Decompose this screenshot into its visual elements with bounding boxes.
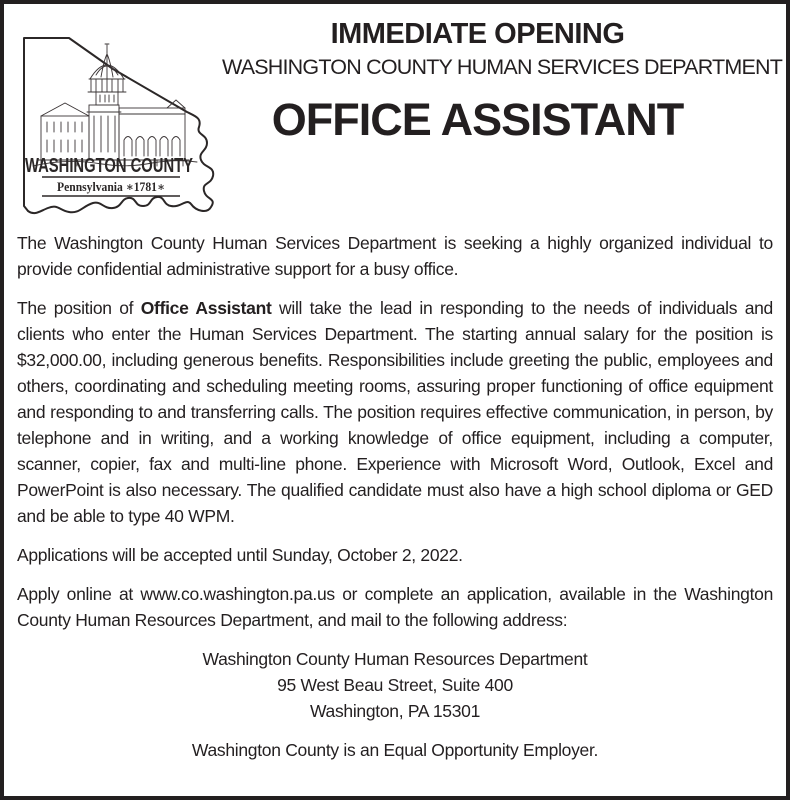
position-paragraph-prefix: The position of xyxy=(17,298,141,318)
position-details-paragraph xyxy=(17,295,773,529)
address-line-street: 95 West Beau Street, Suite 400 xyxy=(277,675,513,695)
eoe-statement: Washington County is an Equal Opportunity Employer. xyxy=(191,740,599,760)
county-seal-icon xyxy=(17,24,235,229)
job-title-heading: OFFICE ASSISTANT xyxy=(271,94,684,145)
header-text-block xyxy=(222,18,783,146)
logo-tagline: Pennsylvania ∗1781∗ xyxy=(57,180,165,194)
deadline-paragraph: Applications will be accepted until Sunday, October 2, 2022. xyxy=(17,545,463,565)
immediate-opening-heading: IMMEDIATE OPENING xyxy=(330,18,625,50)
apply-instructions-paragraph: Apply online at www.co.washington.pa.us or complete an application, available in the Washington County Human Resources Department, and mail to the following address: xyxy=(17,584,773,630)
address-line-department: Washington County Human Resources Department xyxy=(202,649,588,669)
address-line-city: Washington, PA 15301 xyxy=(309,701,481,721)
department-heading: WASHINGTON COUNTY HUMAN SERVICES DEPARTMENT xyxy=(222,55,783,79)
intro-paragraph: The Washington County Human Services Department is seeking a highly organized individual to provide confidential administrative support for a busy office. xyxy=(17,233,773,279)
washington-county-logo xyxy=(17,24,235,229)
ad-body xyxy=(17,230,773,763)
logo-county-name: WASHINGTON COUNTY xyxy=(25,155,194,177)
position-paragraph-rest: will take the lead in responding to the needs of individuals and clients who enter the Human Services Department. The starting annual salary for the position is $32,000.00, including generous benefits. Responsibilities include greeting the public, employees and others, coordinating and scheduling meeting rooms, assuring proper functioning of office equipment and responding to and transferring calls. The position requires effective communication, in person, by telephone and in writing, and a working knowledge of office equipment, including a computer, scanner, copier, fax and multi-line phone. Experience with Microsoft Word, Outlook, Excel and PowerPoint is also necessary. The qualified candidate must also have a high school diploma or GED and be able to type 40 WPM. xyxy=(17,298,773,526)
mailing-address xyxy=(17,646,773,724)
ad-header xyxy=(17,18,783,230)
position-title-bold: Office Assistant xyxy=(140,298,272,318)
